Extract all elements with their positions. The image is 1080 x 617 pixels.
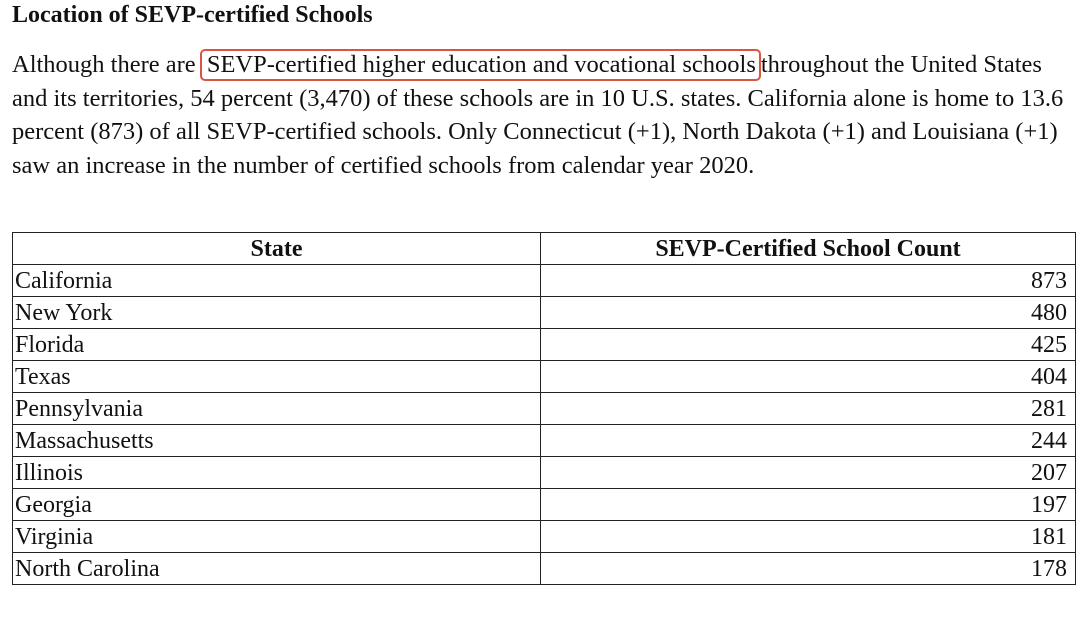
table-row xyxy=(13,297,1076,329)
table-row xyxy=(13,457,1076,489)
table-row xyxy=(13,521,1076,553)
state-cell: California xyxy=(13,265,541,297)
table-row xyxy=(13,265,1076,297)
highlighted-phrase: SEVP-certified higher education and vocational schools xyxy=(200,49,761,81)
count-cell: 873 xyxy=(541,265,1076,297)
table-row xyxy=(13,553,1076,585)
count-cell: 425 xyxy=(541,329,1076,361)
column-header-count: SEVP-Certified School Count xyxy=(541,233,1076,265)
count-cell: 244 xyxy=(541,425,1076,457)
state-cell: North Carolina xyxy=(13,553,541,585)
paragraph-text-after: throughout the United States and its territories, 54 percent (3,470) of these schools are in 10 U.S. states. California alone is home to 13.6 percent (873) of all SEVP-certified schools. Only Connecticut (+1), North Dakota (+1) and Louisiana (+1) saw an increase in the number of certified schools from calendar year 2020. xyxy=(12,51,1064,179)
count-cell: 197 xyxy=(541,489,1076,521)
count-cell: 480 xyxy=(541,297,1076,329)
table-row xyxy=(13,393,1076,425)
count-cell: 178 xyxy=(541,553,1076,585)
column-header-state: State xyxy=(13,233,541,265)
paragraph-text-before: Although there are xyxy=(12,51,202,78)
table-row xyxy=(13,329,1076,361)
count-cell: 181 xyxy=(541,521,1076,553)
state-cell: Pennsylvania xyxy=(13,393,541,425)
count-cell: 281 xyxy=(541,393,1076,425)
state-cell: Massachusetts xyxy=(13,425,541,457)
state-cell: Illinois xyxy=(13,457,541,489)
count-cell: 404 xyxy=(541,361,1076,393)
state-cell: New York xyxy=(13,297,541,329)
intro-paragraph xyxy=(12,48,1072,182)
state-cell: Virginia xyxy=(13,521,541,553)
table-row xyxy=(13,489,1076,521)
state-cell: Texas xyxy=(13,361,541,393)
table-row xyxy=(13,425,1076,457)
table-header-row xyxy=(13,233,1076,265)
page-heading: Location of SEVP-certified Schools xyxy=(12,2,373,28)
state-cell: Florida xyxy=(13,329,541,361)
count-cell: 207 xyxy=(541,457,1076,489)
state-cell: Georgia xyxy=(13,489,541,521)
table-row xyxy=(13,361,1076,393)
school-count-table xyxy=(12,232,1076,585)
